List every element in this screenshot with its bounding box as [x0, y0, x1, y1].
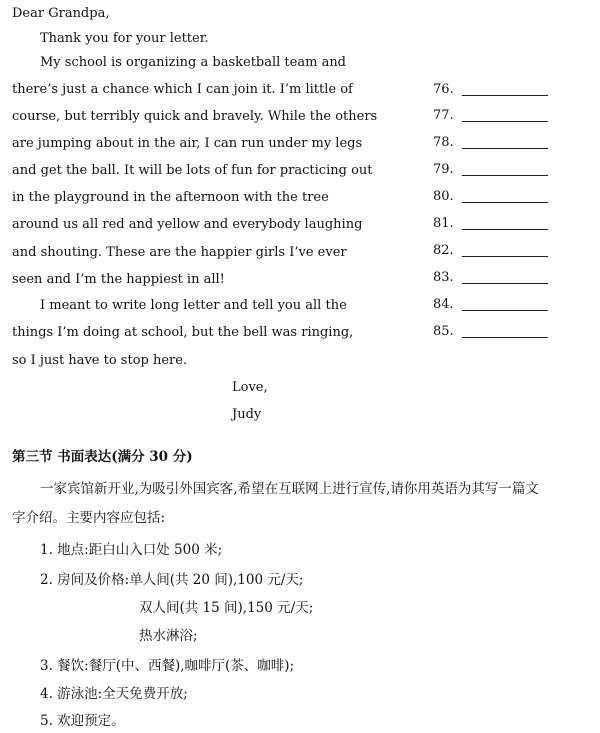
content-item: 双人间(共 15 间),150 元/天;: [139, 600, 314, 616]
answer-number: 83.: [433, 270, 454, 285]
letter-line: there’s just a chance which I can join it. I’m little of: [12, 82, 353, 97]
answer-number: 81.: [433, 216, 454, 231]
answer-number: 82.: [433, 243, 454, 258]
answer-blank[interactable]: [462, 337, 548, 338]
letter-line: and get the ball. It will be lots of fun for practicing out: [12, 163, 373, 178]
answer-number: 84.: [433, 297, 454, 312]
letter-line: in the playground in the afternoon with the tree: [12, 190, 329, 205]
answer-number: 80.: [433, 189, 454, 204]
letter-line: course, but terribly quick and bravely. While the others: [12, 109, 378, 124]
content-item: 1. 地点:距白山入口处 500 米;: [40, 542, 223, 558]
answer-blank[interactable]: [462, 202, 548, 203]
letter-line: seen and I’m the happiest in all!: [12, 272, 225, 287]
answer-blank[interactable]: [462, 256, 548, 257]
section-intro: 一家宾馆新开业,为吸引外国宾客,希望在互联网上进行宣传,请你用英语为其写一篇文: [40, 481, 539, 497]
answer-number: 78.: [433, 135, 454, 150]
letter-line: Thank you for your letter.: [40, 31, 209, 46]
letter-line: so I just have to stop here.: [12, 353, 188, 368]
answer-blank[interactable]: [462, 148, 548, 149]
answer-blank[interactable]: [462, 229, 548, 230]
letter-line: things I’m doing at school, but the bell was ringing,: [12, 325, 354, 340]
content-item: 2. 房间及价格:单人间(共 20 间),100 元/天;: [40, 572, 304, 588]
answer-blank[interactable]: [462, 310, 548, 311]
answer-blank[interactable]: [462, 95, 548, 96]
content-item: 5. 欢迎预定。: [40, 713, 125, 729]
answer-number: 77.: [433, 108, 454, 123]
letter-line: around us all red and yellow and everybody laughing: [12, 217, 363, 232]
answer-blank[interactable]: [462, 175, 548, 176]
letter-closing: Love,: [232, 380, 268, 395]
letter-greeting: Dear Grandpa,: [12, 6, 110, 21]
answer-blank[interactable]: [462, 121, 548, 122]
answer-blank[interactable]: [462, 283, 548, 284]
answer-number: 76.: [433, 82, 454, 97]
letter-line: My school is organizing a basketball team and: [40, 55, 347, 70]
letter-signature: Judy: [232, 407, 262, 422]
section-intro: 字介绍。主要内容应包括:: [12, 510, 166, 526]
answer-number: 85.: [433, 324, 454, 339]
content-item: 热水淋浴;: [139, 628, 198, 644]
letter-line: I meant to write long letter and tell you all the: [40, 298, 347, 313]
content-item: 3. 餐饮:餐厅(中、西餐),咖啡厅(茶、咖啡);: [40, 658, 295, 674]
letter-line: are jumping about in the air, I can run under my legs: [12, 136, 363, 151]
answer-number: 79.: [433, 162, 454, 177]
content-item: 4. 游泳池:全天免费开放;: [40, 686, 188, 702]
section-title: 第三节 书面表达(满分 30 分): [12, 449, 193, 465]
letter-line: and shouting. These are the happier girls I’ve ever: [12, 245, 347, 260]
